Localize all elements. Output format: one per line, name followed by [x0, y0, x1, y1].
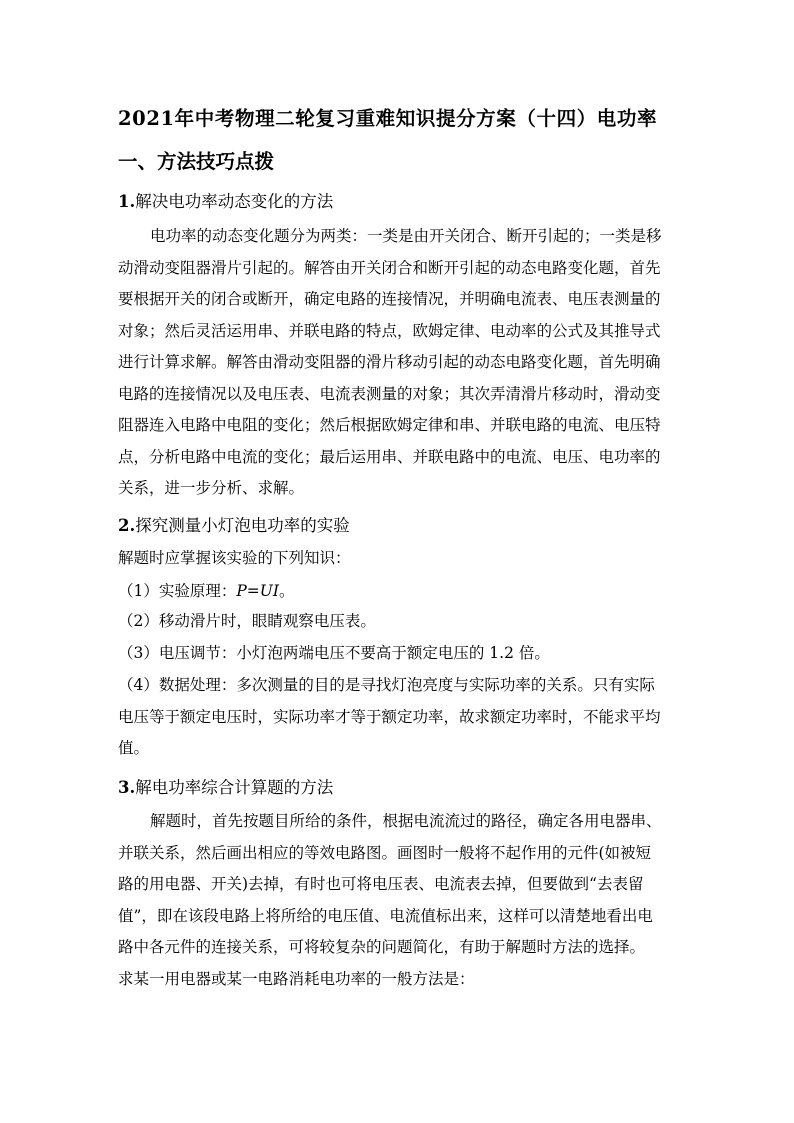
- paragraph-line: 电压等于额定电压时，实际功率才等于额定功率，故求额定功率时，不能求平均: [118, 707, 661, 726]
- paragraph-line: 关系，进一步分析、求解。: [118, 479, 305, 497]
- subsection-1-number: 1.: [118, 192, 136, 211]
- paragraph-line: 值。: [118, 739, 150, 757]
- subsection-2-title: 探究测量小灯泡电功率的实验: [135, 516, 350, 535]
- paragraph-line: 动滑动变阻器滑片引起的。解答由开关闭合和断开引起的动态电路变化题，首先: [118, 258, 661, 277]
- paragraph-line: （4）数据处理：多次测量的目的是寻找灯泡亮度与实际功率的关系。只有实际: [118, 676, 655, 694]
- section-heading-methods: 一、方法技巧点拨: [118, 150, 275, 173]
- paragraph-line: 进行计算求解。解答由滑动变阻器的滑片移动引起的动态电路变化题，首先明确: [118, 353, 661, 371]
- subsection-3-heading: [118, 774, 333, 798]
- list-item-1: [118, 581, 295, 601]
- list-item-4: [118, 670, 688, 765]
- subsection-3-number: 3.: [118, 778, 136, 797]
- subsection-3-paragraph: [118, 806, 688, 995]
- paragraph-line: 路的用电器、开关)去掉，有时也可将电压表、电流表去掉，但要做到“去表留: [118, 875, 644, 893]
- document-title: 2021年中考物理二轮复习重难知识提分方案（十四）电功率: [118, 107, 658, 130]
- formula-power: P=UI: [236, 582, 279, 600]
- subsection-1-heading: [118, 188, 333, 212]
- paragraph-line: 要根据开关的闭合或断开，确定电路的连接情况，并明确电流表、电压表测量的: [118, 290, 661, 308]
- subsection-1-paragraph: [118, 221, 688, 505]
- paragraph-line: 电功率的动态变化题分为两类：一类是由开关闭合、断开引起的；一类是移: [150, 227, 662, 245]
- subsection-2-intro: 解题时应掌握该实验的下列知识：: [118, 549, 351, 567]
- paragraph-line: 求某一用电器或某一电路消耗电功率的一般方法是：: [118, 969, 475, 988]
- paragraph-line: 值”，即在该段电路上将所给的电压值、电流值标出来，这样可以清楚地看出电: [118, 906, 653, 925]
- paragraph-line: 阻器连入电路中电阻的变化；然后根据欧姆定律和串、并联电路的电流、电压特: [118, 416, 661, 434]
- paragraph-line: 并联关系，然后画出相应的等效电路图。画图时一般将不起作用的元件(如被短: [118, 843, 652, 862]
- paragraph-line: 电路的连接情况以及电压表、电流表测量的对象；其次弄清滑片移动时，滑动变: [118, 384, 661, 403]
- list-item-1-prefix: （1）实验原理：: [118, 582, 237, 600]
- paragraph-line: 路中各元件的连接关系，可将较复杂的问题简化，有助于解题时方法的选择。: [118, 938, 646, 956]
- paragraph-line: 点，分析电路中电流的变化；最后运用串、并联电路中的电流、电压、电功率的: [118, 447, 661, 466]
- subsection-3-title: 解电功率综合计算题的方法: [135, 778, 334, 797]
- paragraph-line: 对象；然后灵活运用串、并联电路的特点，欧姆定律、电动率的公式及其推导式: [118, 321, 661, 340]
- list-item-1-suffix: 。: [278, 582, 295, 600]
- subsection-2-number: 2.: [118, 516, 136, 535]
- list-item-2: （2）移动滑片时，眼睛观察电压表。: [118, 612, 376, 630]
- list-item-3: （3）电压调节：小灯泡两端电压不要高于额定电压的 1.2 倍。: [118, 644, 550, 662]
- paragraph-line: 解题时，首先按题目所给的条件，根据电流流过的路径，确定各用电器串、: [150, 812, 662, 830]
- subsection-1-title: 解决电功率动态变化的方法: [135, 192, 334, 211]
- subsection-2-heading: [118, 512, 350, 536]
